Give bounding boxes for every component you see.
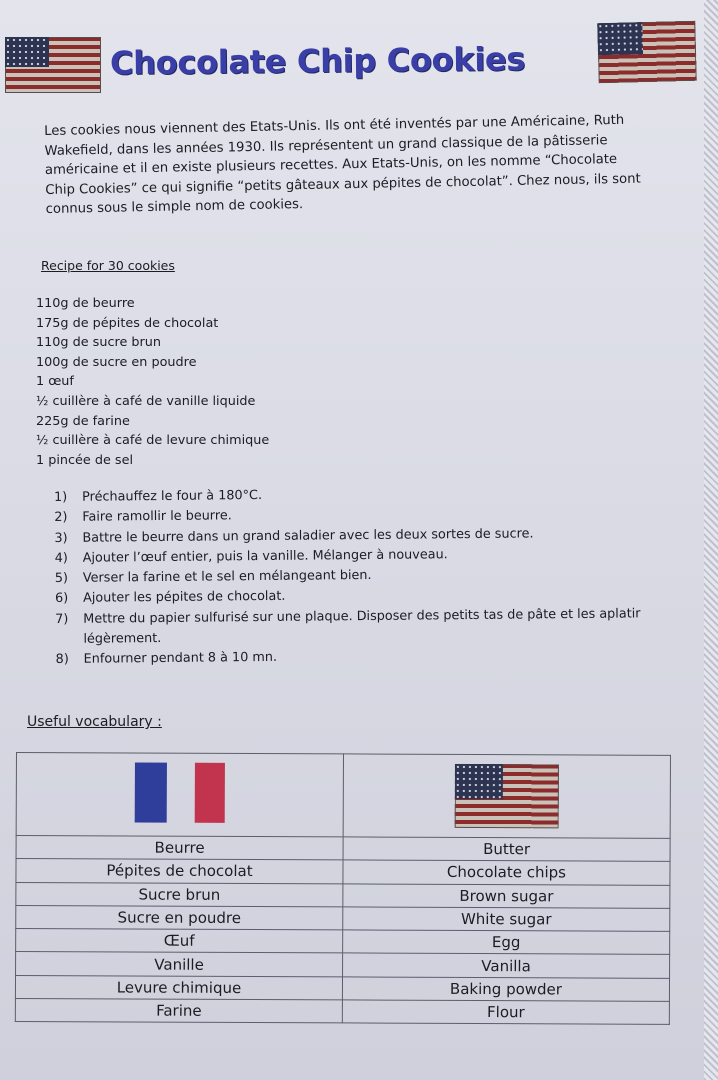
vocab-en: Chocolate chips xyxy=(343,860,670,885)
vocab-en: Vanilla xyxy=(343,953,670,978)
ingredient-item: 110g de sucre brun xyxy=(36,335,162,351)
step-number: 4) xyxy=(54,550,68,566)
vocab-row xyxy=(15,999,669,1025)
ingredient-item: 1 pincée de sel xyxy=(36,452,134,468)
vocab-row xyxy=(16,882,670,908)
ingredient-item: ½ cuillère à café de vanille liquide xyxy=(36,393,256,409)
vocab-fr: Beurre xyxy=(16,836,343,861)
intro-line: américaine et il en existe plusieurs recettes. Aux Etats-Unis, on les nomme “Chocolate xyxy=(44,152,618,178)
step-list xyxy=(54,482,656,670)
us-flag-icon xyxy=(597,21,697,84)
step-text: Ajouter l’œuf entier, puis la vanille. Mélanger à nouveau. xyxy=(82,547,448,566)
vocab-fr: Vanille xyxy=(16,952,343,977)
vocab-row xyxy=(16,929,670,955)
step-text: Verser la farine et le sel en mélangeant bien. xyxy=(82,568,372,586)
vocab-row xyxy=(16,952,670,978)
intro-line: Les cookies nous viennent des Etats-Unis. Ils ont été inventés par une Américaine, Ruth xyxy=(44,112,625,139)
step-number: 2) xyxy=(54,510,68,526)
ingredient-item: ½ cuillère à café de levure chimique xyxy=(36,433,270,449)
step-text: Enfourner pendant 8 à 10 mn. xyxy=(83,650,278,668)
vocab-row xyxy=(16,905,670,931)
step-number: 1) xyxy=(54,489,68,505)
vocab-header-en xyxy=(343,754,670,838)
step-text: Battre le beurre dans un grand saladier avec les deux sortes de sucre. xyxy=(82,525,534,546)
vocab-heading: Useful vocabulary : xyxy=(27,714,162,730)
vocab-en: Flour xyxy=(342,1000,669,1025)
us-flag-icon xyxy=(5,37,101,93)
step-text: Ajouter les pépites de chocolat. xyxy=(82,589,286,607)
vocab-fr: Sucre brun xyxy=(16,882,343,907)
ingredient-list xyxy=(36,294,269,470)
step-text: Mettre du papier sulfurisé sur une plaque. Disposer des petits tas de pâte et les aplatir légèrement. xyxy=(83,606,641,647)
vocab-en: Brown sugar xyxy=(343,884,670,909)
ingredient-item: 110g de beurre xyxy=(36,296,135,311)
french-flag-icon xyxy=(135,763,225,823)
ingredient-item: 1 œuf xyxy=(36,374,74,390)
vocab-row xyxy=(15,975,669,1001)
vocab-fr: Levure chimique xyxy=(15,975,342,1000)
vocab-row xyxy=(16,836,670,862)
step-item xyxy=(56,645,656,671)
us-flag-icon xyxy=(455,764,559,828)
vocab-table xyxy=(15,752,671,1025)
vocab-row xyxy=(16,859,670,885)
vocab-en: Baking powder xyxy=(342,977,669,1002)
step-item xyxy=(55,604,655,650)
ingredient-item: 225g de farine xyxy=(36,413,130,429)
ingredient-item: 175g de pépites de chocolat xyxy=(36,315,219,331)
vocab-fr: Farine xyxy=(15,999,342,1024)
step-number: 7) xyxy=(55,611,69,627)
step-number: 8) xyxy=(55,652,69,668)
step-number: 5) xyxy=(54,571,69,587)
vocab-en: Butter xyxy=(343,837,670,862)
step-number: 3) xyxy=(54,530,68,546)
page-title: Chocolate Chip Cookies xyxy=(109,39,526,83)
recipe-heading: Recipe for 30 cookies xyxy=(41,258,175,273)
vocab-en: Egg xyxy=(343,930,670,955)
step-text: Faire ramollir le beurre. xyxy=(82,508,232,526)
intro-line: Wakefield, dans les années 1930. Ils représentent un grand classique de la pâtisserie xyxy=(44,132,608,159)
step-number: 6) xyxy=(54,591,69,607)
ingredient-item: 100g de sucre en poudre xyxy=(36,354,197,370)
vocab-fr: Œuf xyxy=(16,929,343,954)
intro-line: connus sous le simple nom de cookies. xyxy=(45,197,304,217)
vocab-header-row xyxy=(16,753,670,839)
step-text: Préchauffez le four à 180°C. xyxy=(82,488,263,505)
intro-paragraph xyxy=(44,110,676,220)
vocab-fr: Sucre en poudre xyxy=(16,905,343,930)
vocab-en: White sugar xyxy=(343,907,670,932)
intro-line: Chip Cookies” ce qui signifie “petits gâteaux aux pépites de chocolat”. Chez nous, ils sont xyxy=(45,171,641,198)
vocab-fr: Pépites de chocolat xyxy=(16,859,343,884)
vocab-header-fr xyxy=(16,753,343,837)
